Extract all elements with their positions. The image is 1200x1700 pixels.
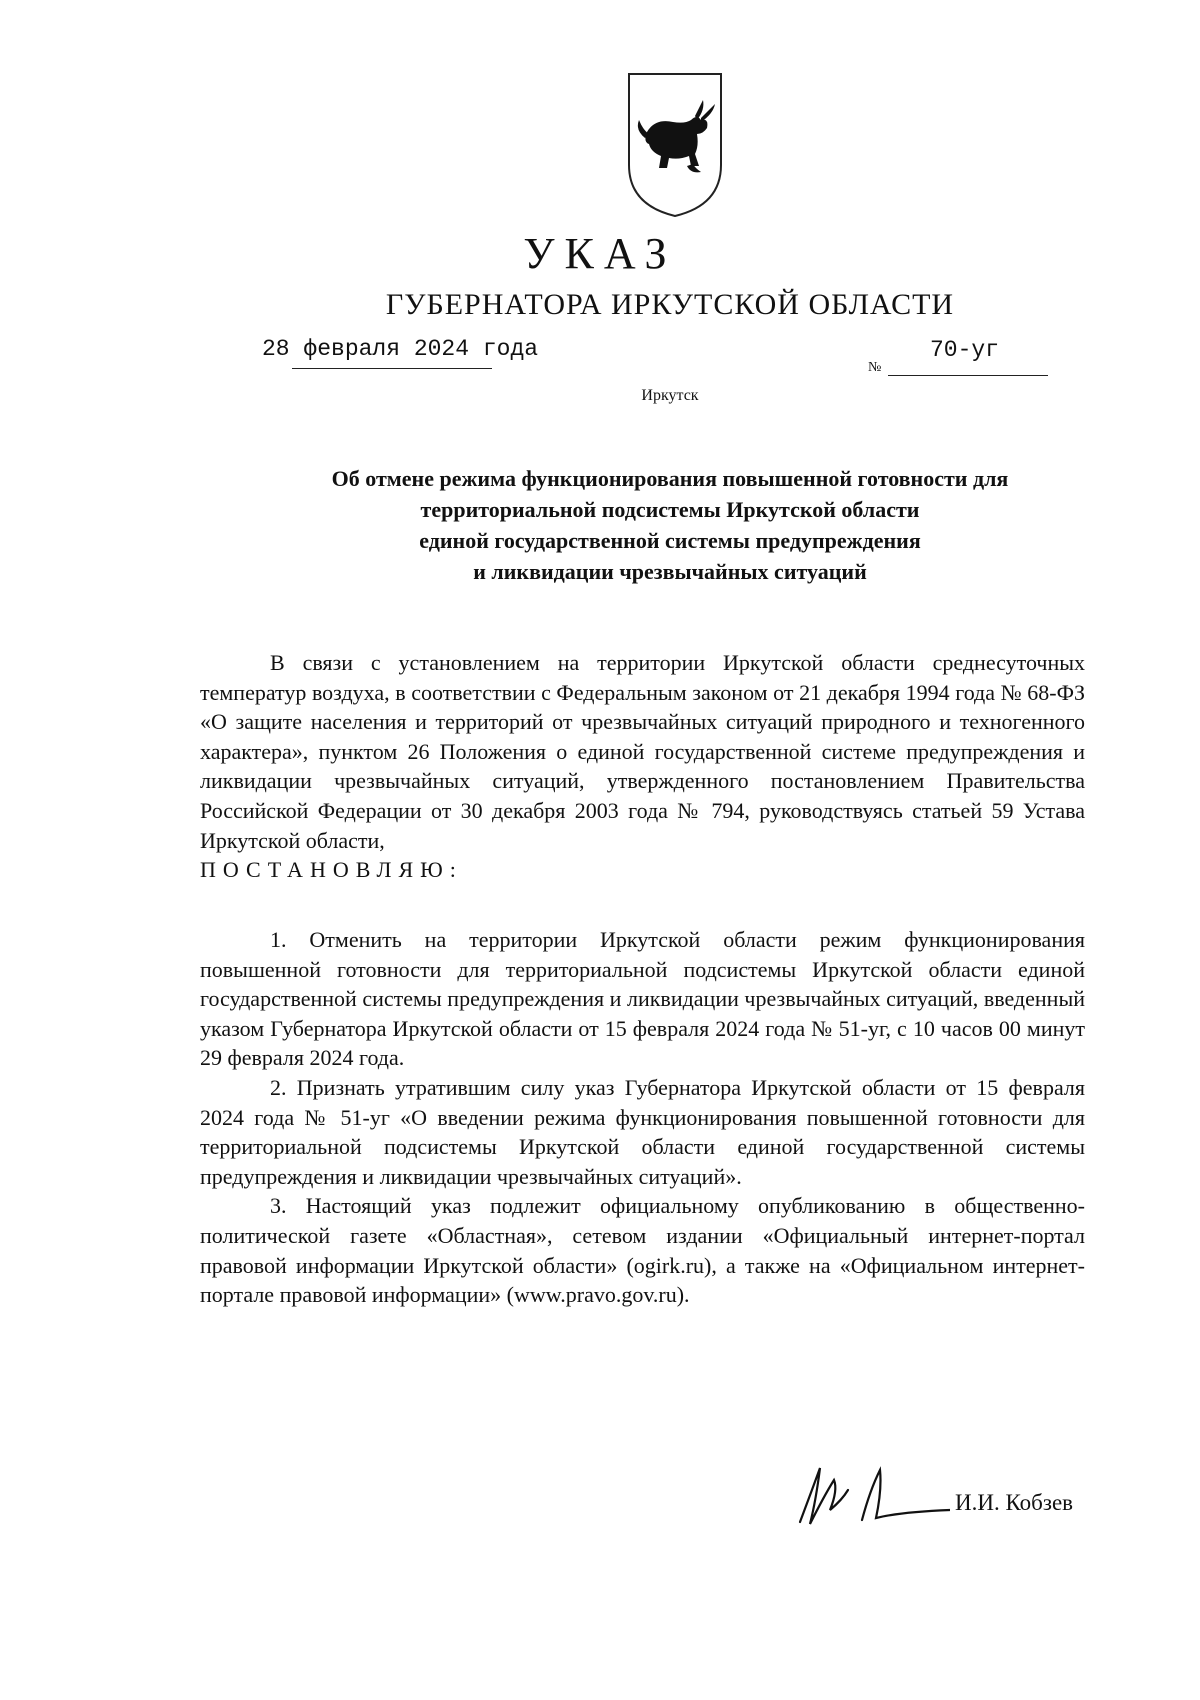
- decree-items: [200, 925, 1085, 1310]
- decree-item-1: 1. Отменить на территории Иркутской области режим функционирования повышенной готовности для территориальной подсистемы Иркутской области единой государственной системы предупреждения и ликвидации чрезвычайных ситуаций, введенный указом Губернатора Иркутской области от 15 февраля 2024 года № 51-уг, с 10 часов 00 минут 29 февраля 2024 года.: [200, 927, 1085, 1071]
- handwritten-signature: [790, 1460, 950, 1530]
- document-city: Иркутск: [641, 387, 699, 404]
- heading-line: Об отмене режима функционирования повышенной готовности для: [331, 466, 1009, 491]
- heading-line: и ликвидации чрезвычайных ситуаций: [473, 559, 867, 584]
- decree-word: ПОСТАНОВЛЯЮ:: [200, 857, 463, 883]
- heading-line: единой государственной системы предупреждения: [419, 528, 921, 553]
- heading-line: территориальной подсистемы Иркутской области: [420, 497, 920, 522]
- decree-item-3: 3. Настоящий указ подлежит официальному опубликованию в общественно-политической газете «Областная», сетевом издании «Официальный интернет-портал правовой информации Иркутской области» (ogirk.ru), а также на «Официальном интернет-портале правовой информации» (www.pravo.gov.ru).: [200, 1193, 1085, 1308]
- document-title: УКАЗ: [523, 229, 677, 278]
- document-heading: [200, 463, 1140, 587]
- preamble-block: [200, 648, 1085, 885]
- coat-of-arms-emblem: [625, 70, 725, 220]
- babr-emblem-icon: [625, 70, 725, 220]
- number-underline: [888, 375, 1048, 376]
- date-underline: [292, 368, 492, 369]
- decree-item-2: 2. Признать утратившим силу указ Губернатора Иркутской области от 15 февраля 2024 года № 51-уг «О введении режима функционирования повышенной готовности для территориальной подсистемы Иркутской области единой государственной системы предупреждения и ликвидации чрезвычайных ситуаций».: [200, 1074, 1085, 1189]
- document-date: 28 февраля 2024 года: [262, 336, 539, 362]
- preamble-paragraph: В связи с установлением на территории Иркутской области среднесуточных температур воздуха, в соответствии с Федеральным законом от 21 декабря 1994 года № 68-ФЗ «О защите населения и территорий от чрезвычайных ситуаций природного и техногенного характера», пунктом 26 Положения о единой государственной системе предупреждения и ликвидации чрезвычайных ситуаций, утвержденного постановлением Правительства Российской Федерации от 30 декабря 2003 года № 794, руководствуясь статьей 59 Устава Иркутской области,: [200, 650, 1085, 853]
- document-number: 70-уг: [930, 337, 1000, 363]
- signer-name: И.И. Кобзев: [955, 1490, 1074, 1515]
- number-label: №: [868, 360, 882, 375]
- document-subtitle: ГУБЕРНАТОРА ИРКУТСКОЙ ОБЛАСТИ: [385, 288, 955, 321]
